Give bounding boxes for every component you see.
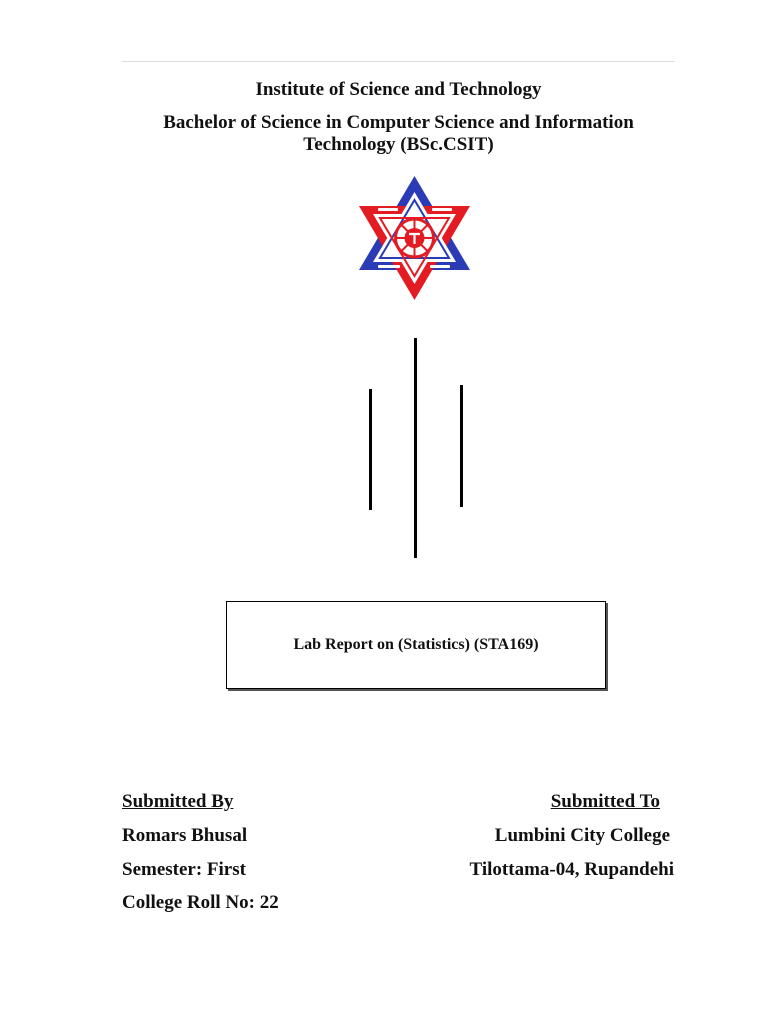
college-address: Tilottama-04, Rupandehi — [469, 859, 674, 880]
decorative-bar-center — [414, 338, 417, 558]
submitted-by-heading: Submitted By — [122, 791, 234, 812]
decorative-bar-right — [460, 385, 463, 507]
degree-title: Bachelor of Science in Computer Science and Information Technology (BSc.CSIT) — [163, 112, 634, 155]
institute-title: Institute of Science and Technology — [255, 79, 542, 100]
semester: Semester: First — [122, 859, 246, 880]
report-title-box — [226, 601, 606, 689]
decorative-bar-left — [369, 389, 372, 510]
submitted-to-heading: Submitted To — [550, 791, 660, 812]
tribhuvan-university-emblem-icon — [356, 174, 473, 302]
top-divider — [122, 61, 675, 62]
college-name: Lumbini City College — [494, 825, 670, 846]
report-title: Lab Report on (Statistics) (STA169) — [293, 636, 539, 653]
college-roll-number: College Roll No: 22 — [122, 892, 279, 913]
student-name: Romars Bhusal — [122, 825, 248, 846]
